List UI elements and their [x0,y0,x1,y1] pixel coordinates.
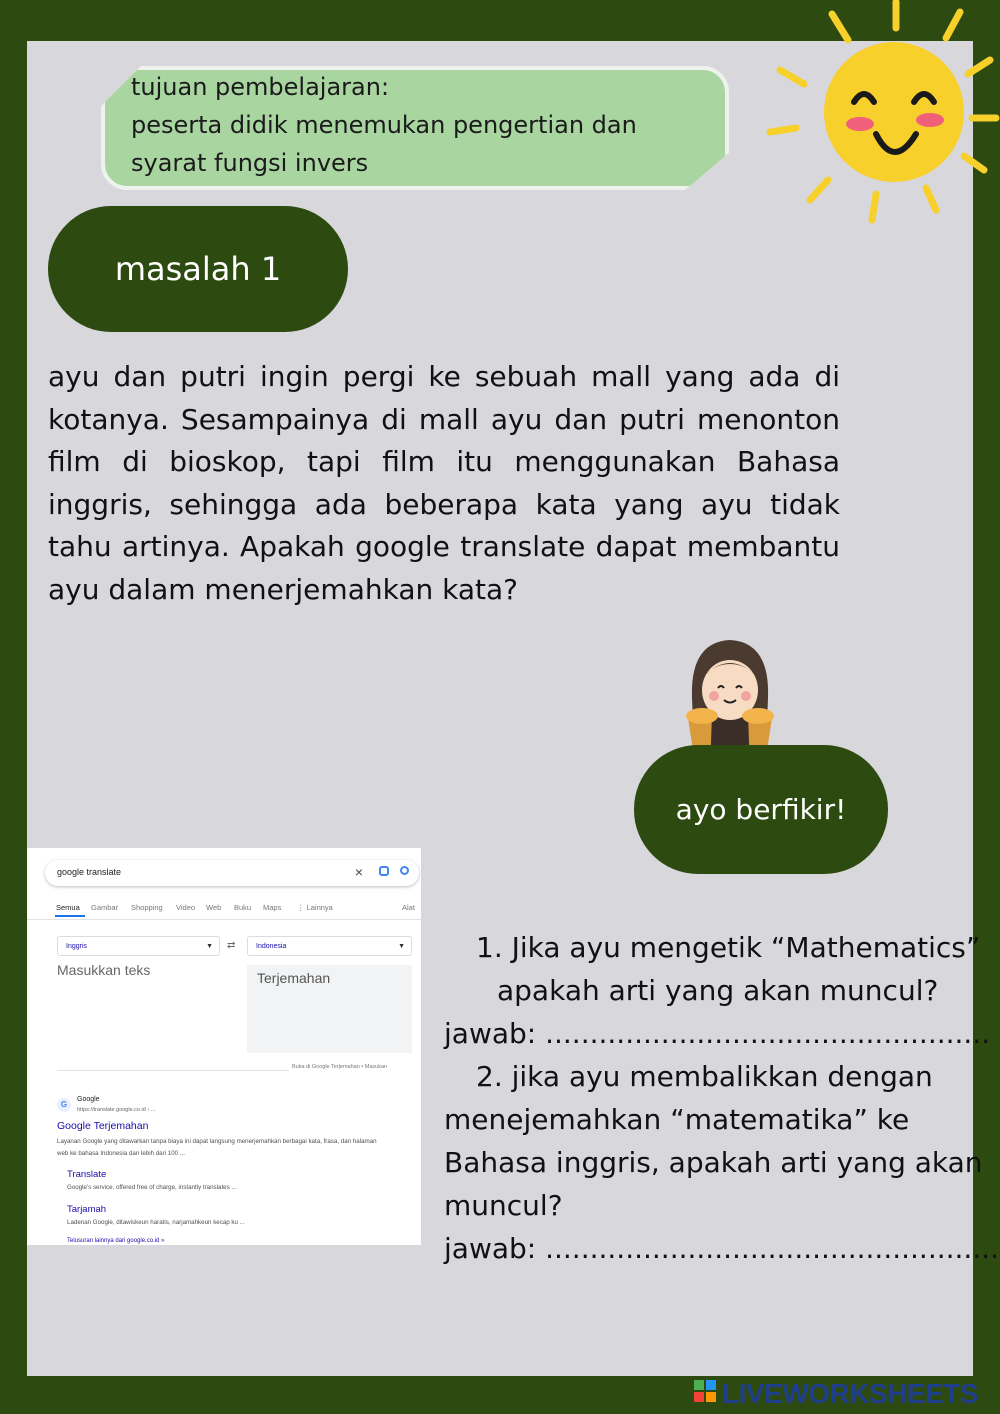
result-site-name: Google [77,1096,100,1103]
active-tab-indicator [55,915,85,917]
google-translate-screenshot [27,848,421,1245]
open-in-translate-link[interactable]: Buka di Google Terjemahan • Masukan [292,1064,388,1070]
brand-watermark: LIVEWORKSHEETS [722,1378,978,1409]
search-bar[interactable] [45,860,419,886]
target-language-select[interactable] [247,936,412,956]
target-language: Indonesia [256,943,287,950]
source-language: Inggris [66,943,88,950]
tabs-divider [27,919,421,920]
answer-2[interactable]: jawab: ................................................... [444,1232,1000,1265]
problem-badge-label: masalah 1 [114,250,282,288]
sublink-translate-desc: Google's service, offered free of charge, instantly translates ... [67,1184,237,1191]
question-2-line-3: Bahasa inggris, apakah arti yang akan [444,1146,983,1179]
question-1-line-1: 1. Jika ayu mengetik “Mathematics” [476,931,981,964]
result-url[interactable]: https://translate.google.co.id › ... [77,1107,156,1113]
tab-images[interactable]: Gambar [91,903,119,912]
tools-button[interactable]: Alat [402,903,415,912]
sublink-translate[interactable]: Translate [67,1169,107,1180]
tab-all[interactable]: Semua [56,903,80,912]
tab-video[interactable]: Video [176,903,196,912]
clear-icon[interactable]: × [354,864,363,880]
search-icon[interactable] [400,866,409,875]
result-description: Layanan Google yang ditawarkan tanpa biaya ini dapat langsung menerjemahkan berbagai kata, frasa, dan halaman web ke bahasa Indonesia dan lebih dari 100 ... [57,1138,377,1157]
question-2-line-4: muncul? [444,1189,563,1222]
swap-languages-icon[interactable]: ⇄ [227,940,236,951]
learning-goal-text [131,68,711,182]
answer-1[interactable]: jawab: .................................................. [444,1017,991,1050]
source-language-select[interactable] [57,936,220,956]
lens-icon[interactable] [379,866,389,876]
goal-line-3: syarat fungsi invers [131,149,369,177]
sublink-tarjamah-desc: Ladenan Google, ditawiskeun haratis, narjamahkeun kecap ku ... [67,1219,245,1226]
think-badge-label: ayo berfikir! [675,793,847,826]
sun-illustration [760,0,1000,230]
question-2-line-2: menejemahkan “matematika” ke [444,1103,910,1136]
tab-books[interactable]: Buku [234,903,252,912]
source-text-input[interactable]: Masukkan teks [57,962,151,978]
question-2-line-1: 2. jika ayu membalikkan dengan [476,1060,933,1093]
problem-story: ayu dan putri ingin pergi ke sebuah mall yang ada di kotanya. Sesampainya di mall ayu dan putri menonton film di bioskop, tapi film itu menggunakan Bahasa inggris, sehingga ada beberapa kata yang ayu tidak tahu artinya. Apakah google translate dapat membantu ayu dalam menerjemahkan kata? [48,360,840,606]
questions-block [444,926,1000,1270]
chevron-down-icon: ▼ [206,943,213,950]
sublink-tarjamah[interactable]: Tarjamah [67,1204,107,1215]
question-1-line-2: apakah arti yang akan muncul? [497,974,939,1007]
result-divider [57,1070,289,1071]
liveworksheets-logo-icon [694,1380,716,1402]
tab-maps[interactable]: Maps [263,903,282,912]
google-translate-favicon-icon: G [57,1098,71,1112]
goal-line-1: tujuan pembelajaran: [131,73,390,101]
search-query: google translate [57,867,122,877]
tab-web[interactable]: Web [206,903,222,912]
tab-shopping[interactable]: Shopping [131,903,163,912]
chevron-down-icon: ▼ [398,943,405,950]
more-results-link[interactable]: Telusuran lainnya dari google.co.id » [67,1238,165,1244]
tab-more[interactable]: ⋮ Lainnya [297,903,333,912]
goal-line-2: peserta didik menemukan pengertian dan [131,111,637,139]
think-badge [634,745,888,874]
problem-badge [48,206,348,332]
result-title-link[interactable]: Google Terjemahan [57,1120,149,1132]
translation-placeholder: Terjemahan [257,970,331,986]
translation-output [247,965,412,1053]
